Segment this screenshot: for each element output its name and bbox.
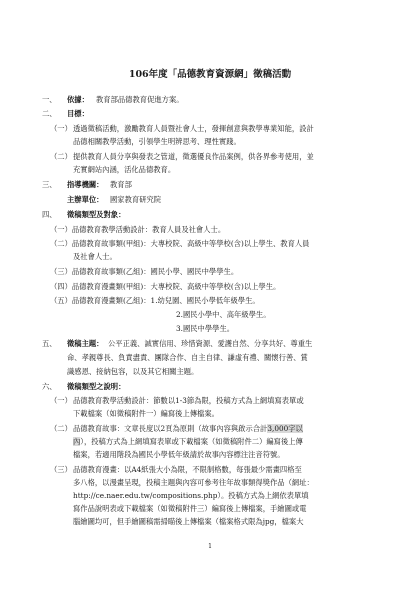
section-4-item-3: （三）品德教育故事類(乙組)：國民小學、國民中學學生。 — [50, 267, 239, 276]
section-4-label: 徵稿類型及對象： — [67, 210, 126, 219]
section-2-item-1-number: （一） — [50, 124, 72, 133]
section-6-item-2-line-2 — [73, 437, 303, 446]
section-6-item-3-line-1: 品德教育漫畫：以A4紙張大小為限，不限制格數，每張最少需畫四格至 — [73, 465, 302, 474]
organizer-label: 主辦單位： — [67, 195, 104, 204]
section-6-item-2-number: （二） — [50, 424, 72, 433]
section-3-label: 指導機關： — [67, 180, 104, 189]
section-3-text: 教育部 — [110, 180, 132, 189]
section-4-item-2-line-1: （二）品德教育故事類(甲組)：大專校院、高級中等學校(含)以上學生、教育人員 — [50, 239, 310, 248]
highlighted-word-limit: 3,000字以 — [267, 424, 303, 433]
section-2-item-2-number: （二） — [50, 152, 72, 161]
section-6-item-1-line-2: 下載檔案（如徵稿附件一）編寫後上傳檔案。 — [73, 409, 219, 418]
section-2-item-2-line-1: 提供教育人員分享與發表之管道，徵選優良作品案例，供各界參考使用，並 — [73, 152, 314, 161]
section-4-item-5-line-3: 3.國民中學學生。 — [176, 324, 235, 333]
section-4-number: 四、 — [42, 210, 57, 219]
section-5-line-1: 公平正義、誠實信用、珍惜資源、愛護自然、分享共好、尊重生 — [108, 339, 313, 348]
highlighted-word-limit-end: 內 — [73, 437, 81, 446]
section-5-line-3: 識感恩、接納包容，以及其它相關主題。 — [67, 367, 199, 376]
section-1-text: 教育部品德教育促進方案。 — [96, 95, 184, 104]
section-6-item-2-line-1 — [73, 424, 303, 433]
section-6-label: 徵稿類型之說明： — [67, 382, 126, 391]
section-6-item-3-line-5: 腦繪圖均可，但手繪圖稿需掃瞄後上傳檔案（檔案格式限為jpg，檔案大 — [73, 517, 304, 526]
section-6-item-3-line-2: 多八格，以漫畫呈現，投稿主題與內容可參考往年故事類得獎作品（網址： — [73, 478, 314, 487]
section-1-number: 一、 — [42, 95, 57, 104]
section-6-item-3-line-3: http://ce.naer.edu.tw/compositions.php）。投稿方式為上網依表單填 — [73, 491, 309, 500]
section-2-item-1-line-1: 透過徵稿活動，激勵教育人員暨社會人士，發揮創意與教學專業知能，設計 — [73, 124, 314, 133]
section-4-item-5-line-1: （五）品德教育漫畫類(乙組)：1.幼兒園、國民小學低年級學生。 — [50, 296, 260, 305]
section-2-item-2-line-2: 充實網站內涵，活化品德教育。 — [73, 165, 176, 174]
section-5-label: 徵稿主題： — [67, 339, 104, 348]
section-4-item-1: （一）品德教育教學活動設計：教育人員及社會人士。 — [50, 225, 226, 234]
section-4-item-2-line-2: 及社會人士。 — [73, 252, 117, 261]
section-4-item-5-line-2: 2.國民小學中、高年級學生。 — [176, 310, 271, 319]
section-6-item-3-number: （三） — [50, 465, 72, 474]
section-1-label: 依據： — [67, 95, 89, 104]
document-title: 106年度「品德教育資源網」徵稿活動 — [128, 69, 292, 80]
section-6-item-2-text-b: ），投稿方式為上網填寫表單或下載檔案（如徵稿附件二）編寫後上傳 — [80, 437, 303, 446]
section-2-item-1-line-2: 品德相關教學活動，引領學生明辨思考、理性實踐。 — [73, 137, 241, 146]
organizer-text: 國家教育研究院 — [110, 195, 162, 204]
section-6-number: 六、 — [42, 382, 57, 391]
section-6-item-2-text-a: 品德教育故事：文章長度以2頁為原則（故事內容與啟示合計 — [73, 424, 268, 433]
page-number: 1 — [208, 543, 212, 550]
section-3-number: 三、 — [42, 180, 57, 189]
section-2-label: 目標： — [67, 109, 89, 118]
section-5-number: 五、 — [42, 339, 57, 348]
section-6-item-1-line-1: 品德教育教學活動設計：節數以1-3節為限，投稿方式為上網填寫表單或 — [73, 396, 304, 405]
section-5-line-2: 命、孝親尊長、負責盡責、團隊合作、自主自律、謙虛有禮、關懷行善、賞 — [67, 353, 308, 362]
section-6-item-2-line-3: 檔案，若適用階段為國民小學低年級請於故事內容標注注音符號。 — [73, 450, 285, 459]
section-4-item-4: （四）品德教育漫畫類(甲組)：大專校院、高級中等學校(含)以上學生。 — [50, 282, 281, 291]
section-6-item-3-line-4: 寫作品說明表或下載檔案（如徵稿附件三）編寫後上傳檔案，手繪圖或電 — [73, 504, 307, 513]
section-2-number: 二、 — [42, 109, 57, 118]
section-6-item-1-number: （一） — [50, 396, 72, 405]
